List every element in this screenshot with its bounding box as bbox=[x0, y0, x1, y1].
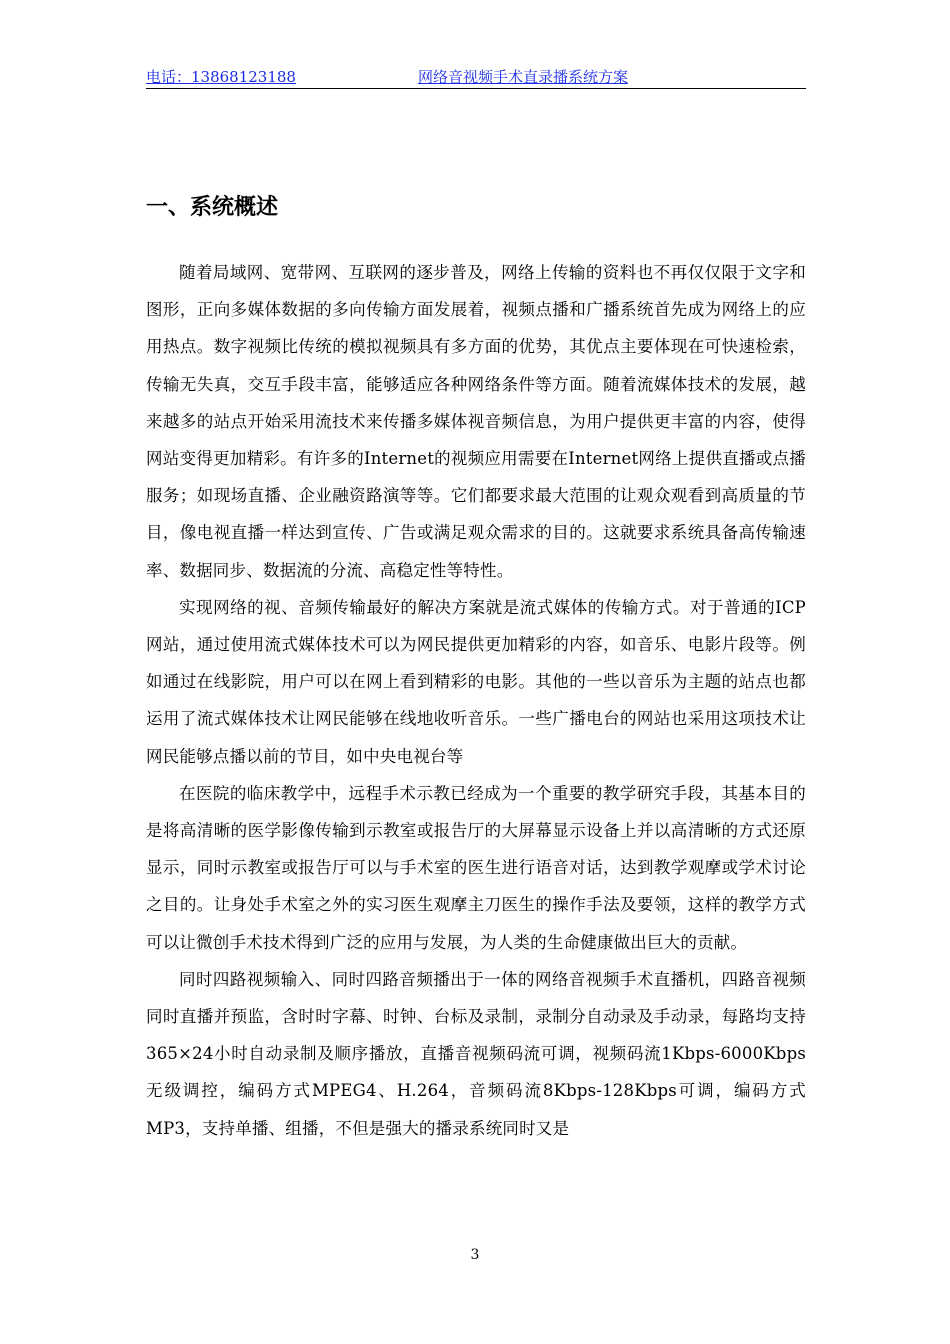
section-title: 一、系统概述 bbox=[146, 195, 279, 220]
paragraph-overview: 随着局域网、宽带网、互联网的逐步普及，网络上传输的资料也不再仅仅限于文字和图形，正向多媒体数据的多向传输方面发展着，视频点播和广播系统首先成为网络上的应用热点。数字视频比传统的模拟视频具有多方面的优势，其优点主要体现在可快速检索，传输无失真，交互手段丰富，能够适应各种网络条件等方面。随着流媒体技术的发展，越来越多的站点开始采用流技术来传播多媒体视音频信息，为用户提供更丰富的内容，使得网站变得更加精彩。有许多的Internet的视频应用需要在Internet网络上提供直播或点播服务；如现场直播、企业融资路演等等。它们都要求最大范围的让观众观看到高质量的节目，像电视直播一样达到宣传、广告或满足观众需求的目的。这就要求系统具备高传输速率、数据同步、数据流的分流、高稳定性等特性。 bbox=[146, 263, 806, 580]
paragraph-clinical-teaching: 在医院的临床教学中，远程手术示教已经成为一个重要的教学研究手段，其基本目的是将高清晰的医学影像传输到示教室或报告厅的大屏幕显示设备上并以高清晰的方式还原显示，同时示教室或报告厅可以与手术室的医生进行语音对话，达到教学观摩或学术讨论之目的。让身处手术室之外的实习医生观摩主刀医生的操作手法及要领，这样的教学方式可以让微创手术技术得到广泛的应用与发展，为人类的生命健康做出巨大的贡献。 bbox=[146, 783, 806, 952]
header-phone-link[interactable]: 电话：13868123188 bbox=[146, 68, 296, 86]
paragraph-device-features: 同时四路视频输入、同时四路音频播出于一体的网络音视频手术直播机，四路音视频同时直播并预监，含时时字幕、时钟、台标及录制，录制分自动录及手动录，每路均支持365×24小时自动录制及顺序播放，直播音视频码流可调，视频码流1Kbps-6000Kbps无级调控，编码方式MPEG4、H.264，音频码流8Kbps-128Kbps可调，编码方式MP3，支持单播、组播，不但是强大的播录系统同时又是 bbox=[146, 969, 806, 1138]
document-body bbox=[146, 254, 806, 1147]
page-number: 3 bbox=[470, 1247, 480, 1263]
paragraph-streaming: 实现网络的视、音频传输最好的解决方案就是流式媒体的传输方式。对于普通的ICP网站，通过使用流式媒体技术可以为网民提供更加精彩的内容，如音乐、电影片段等。例如通过在线影院，用户可以在网上看到精彩的电影。其他的一些以音乐为主题的站点也都运用了流式媒体技术让网民能够在线地收听音乐。一些广播电台的网站也采用这项技术让网民能够点播以前的节目，如中央电视台等 bbox=[146, 597, 806, 766]
header-doc-title-link[interactable]: 网络音视频手术直录播系统方案 bbox=[418, 68, 629, 86]
page-header bbox=[146, 66, 806, 89]
